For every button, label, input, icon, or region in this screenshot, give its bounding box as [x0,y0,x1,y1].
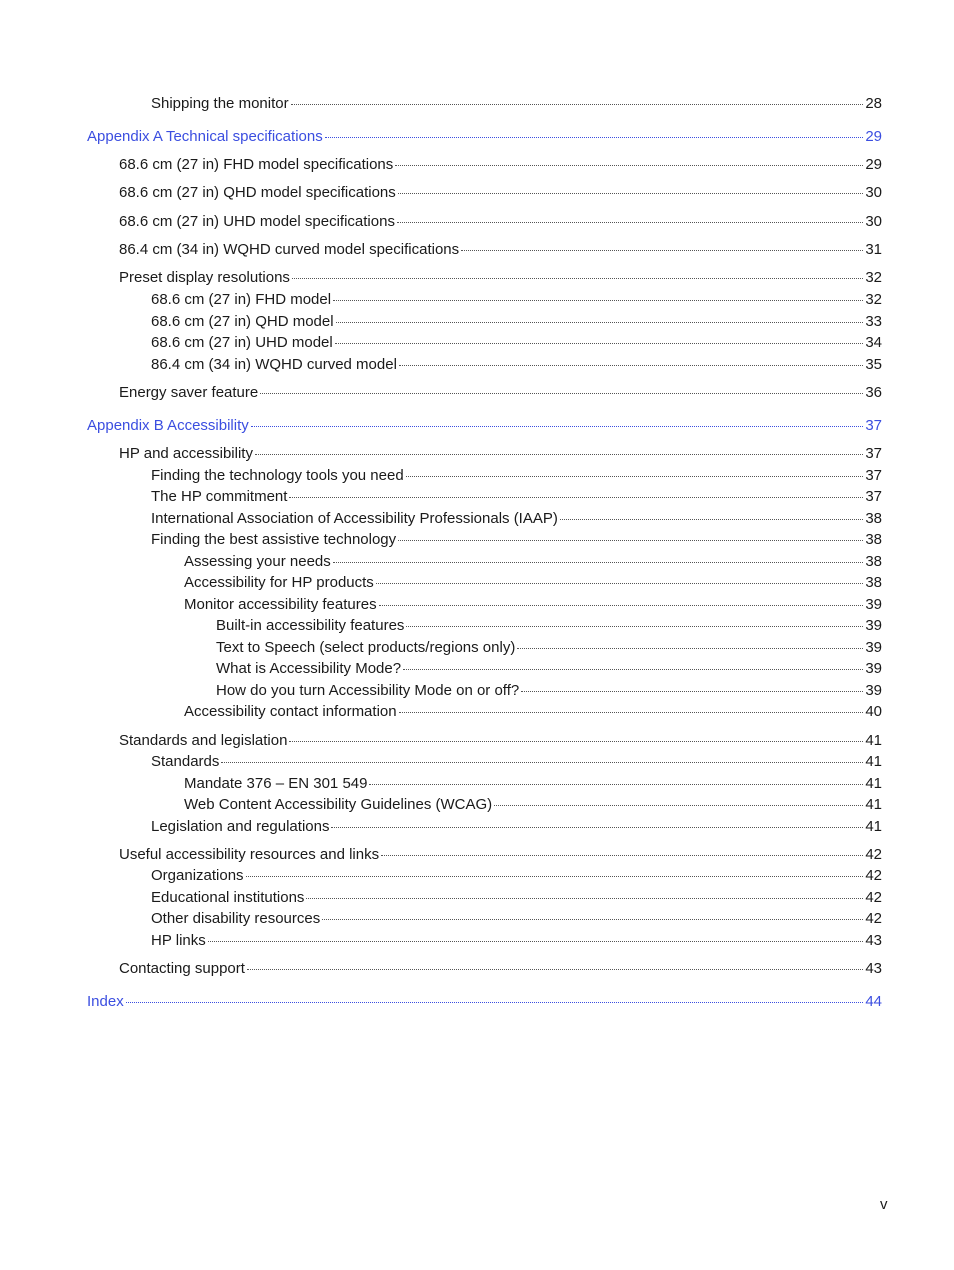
dot-leader [246,875,864,877]
toc-entry[interactable] [0,445,882,463]
toc-entry-page: 38 [865,574,882,591]
toc-entry[interactable] [0,356,882,374]
dot-leader [399,711,864,713]
toc-entry-page: 37 [865,445,882,462]
toc-entry[interactable] [0,796,882,814]
toc-entry-title: Contacting support [119,960,245,977]
dot-leader [406,475,864,477]
dot-leader [376,582,864,584]
dot-leader [461,249,863,251]
toc-entry-page: 37 [865,488,882,505]
toc-entry-title: Organizations [151,867,244,884]
toc-entry[interactable] [0,531,882,549]
dot-leader [398,192,864,194]
toc-entry-page: 31 [865,241,882,258]
dot-leader [221,761,863,763]
toc-entry[interactable] [0,269,882,287]
toc-entry[interactable] [0,960,882,978]
toc-entry[interactable] [0,660,882,678]
dot-leader [521,690,863,692]
toc-entry[interactable] [0,639,882,657]
toc-appendix-a-link[interactable] [0,128,882,146]
toc-entry[interactable] [0,574,882,592]
toc-entry-title: International Association of Accessibility Professionals (IAAP) [151,510,558,527]
toc-entry-page: 42 [865,889,882,906]
toc-entry[interactable] [0,617,882,635]
toc-entry-title: Appendix B Accessibility [87,417,249,434]
toc-entry-page: 44 [865,993,882,1010]
toc-entry-page: 36 [865,384,882,401]
toc-entry[interactable] [0,703,882,721]
toc-entry-page: 42 [865,846,882,863]
dot-leader [325,136,864,138]
toc-entry[interactable] [0,867,882,885]
toc-entry-page: 32 [865,269,882,286]
toc-entry-title: Appendix A Technical specifications [87,128,323,145]
dot-leader [251,425,864,427]
toc-entry-page: 29 [865,128,882,145]
dot-leader [255,453,863,455]
toc-entry-page: 41 [865,753,882,770]
dot-leader [208,940,864,942]
dot-leader [395,164,863,166]
dot-leader [517,647,863,649]
toc-entry[interactable] [0,334,882,352]
toc-entry[interactable] [0,488,882,506]
toc-entry-title: 68.6 cm (27 in) UHD model [151,334,333,351]
toc-entry-title: 86.4 cm (34 in) WQHD curved model specifications [119,241,460,258]
dot-leader [289,740,863,742]
toc-entry[interactable] [0,596,882,614]
toc-entry-title: Built-in accessibility features [216,617,405,634]
toc-entry-title: 68.6 cm (27 in) FHD model specifications [119,156,394,173]
toc-entry-title: Shipping the monitor [151,95,289,112]
toc-entry-page: 41 [865,818,882,835]
toc-index-link[interactable] [0,993,882,1011]
toc-entry[interactable] [0,213,882,231]
dot-leader [126,1001,864,1003]
toc-entry-title: Energy saver feature [119,384,259,401]
toc-entry-title: 68.6 cm (27 in) FHD model [151,291,332,308]
toc-entry[interactable] [0,682,882,700]
toc-entry-page: 29 [865,156,882,173]
toc-entry-title: Other disability resources [151,910,321,927]
toc-entry-page: 35 [865,356,882,373]
toc-entry-page: 38 [865,553,882,570]
toc-entry-title: Legislation and regulations [151,818,330,835]
dot-leader [494,804,863,806]
toc-entry-title: Educational institutions [151,889,305,906]
toc-entry[interactable] [0,510,882,528]
toc-entry-title: 68.6 cm (27 in) UHD model specifications [119,213,395,230]
toc-entry-page: 43 [865,932,882,949]
dot-leader [369,783,863,785]
toc-entry[interactable] [0,384,882,402]
footer-page-number: v [880,1196,888,1213]
toc-entry-page: 41 [865,796,882,813]
dot-leader [333,299,863,301]
toc-entry-title: Monitor accessibility features [184,596,377,613]
dot-leader [406,625,863,627]
toc-entry-title: Finding the technology tools you need [151,467,404,484]
toc-entry-page: 30 [865,184,882,201]
dot-leader [289,496,863,498]
toc-entry[interactable] [0,846,882,864]
toc-entry-page: 34 [865,334,882,351]
toc-entry-title: 68.6 cm (27 in) QHD model [151,313,334,330]
toc-entry-page: 40 [865,703,882,720]
toc-entry[interactable] [0,910,882,928]
toc-entry-page: 42 [865,910,882,927]
toc-entry[interactable] [0,467,882,485]
toc-entry-page: 43 [865,960,882,977]
toc-entry[interactable] [0,818,882,836]
dot-leader [247,968,863,970]
toc-entry-title: 68.6 cm (27 in) QHD model specifications [119,184,396,201]
toc-entry-page: 33 [865,313,882,330]
toc-entry-title: Standards [151,753,220,770]
toc-entry-title: Useful accessibility resources and links [119,846,380,863]
toc-entry-page: 38 [865,510,882,527]
dot-leader [292,277,863,279]
dot-leader [291,103,864,105]
dot-leader [560,518,863,520]
toc-entry[interactable] [0,313,882,331]
dot-leader [399,364,863,366]
toc-entry-page: 30 [865,213,882,230]
dot-leader [331,826,863,828]
toc-entry-title: The HP commitment [151,488,288,505]
toc-entry-title: How do you turn Accessibility Mode on or off? [216,682,520,699]
toc-entry-page: 37 [865,467,882,484]
toc-entry-title: HP links [151,932,206,949]
toc-entry-title: 86.4 cm (34 in) WQHD curved model [151,356,397,373]
toc-entry-page: 39 [865,682,882,699]
toc-entry-title: What is Accessibility Mode? [216,660,402,677]
toc-entry-page: 39 [865,660,882,677]
toc-entry-page: 38 [865,531,882,548]
toc-entry-title: Preset display resolutions [119,269,290,286]
toc-entry-title: Index [87,993,124,1010]
dot-leader [397,221,863,223]
toc-entry-title: Mandate 376 – EN 301 549 [184,775,368,792]
toc-appendix-b-link[interactable] [0,417,882,435]
toc-entry[interactable] [0,553,882,571]
dot-leader [306,897,863,899]
dot-leader [379,604,864,606]
toc-entry-title: HP and accessibility [119,445,253,462]
dot-leader [335,342,864,344]
toc-entry-title: Standards and legislation [119,732,288,749]
toc-entry[interactable] [0,184,882,202]
dot-leader [322,918,863,920]
toc-entry-title: Assessing your needs [184,553,331,570]
toc-entry-page: 41 [865,732,882,749]
toc-entry[interactable] [0,932,882,950]
toc-entry-page: 39 [865,596,882,613]
toc-entry-page: 42 [865,867,882,884]
toc-entry-title: Web Content Accessibility Guidelines (WCAG) [184,796,493,813]
dot-leader [381,854,863,856]
toc-entry-page: 39 [865,639,882,656]
dot-leader [398,539,863,541]
dot-leader [333,561,864,563]
toc-entry-title: Accessibility contact information [184,703,397,720]
toc-entry-title: Text to Speech (select products/regions only) [216,639,516,656]
toc-entry-title: Accessibility for HP products [184,574,374,591]
toc-entry-page: 32 [865,291,882,308]
toc-entry-title: Finding the best assistive technology [151,531,397,548]
toc-entry[interactable] [0,241,882,259]
toc-entry[interactable] [0,156,882,174]
toc-entry[interactable] [0,753,882,771]
toc-entry-page: 37 [865,417,882,434]
toc-entry-page: 39 [865,617,882,634]
toc-entry-page: 28 [865,95,882,112]
toc-entry[interactable] [0,889,882,907]
toc-entry[interactable] [0,775,882,793]
dot-leader [403,668,863,670]
toc-entry[interactable] [0,732,882,750]
toc-entry-page: 41 [865,775,882,792]
toc-entry[interactable] [0,291,882,309]
dot-leader [260,392,863,394]
dot-leader [336,321,864,323]
toc-entry[interactable] [0,95,882,113]
